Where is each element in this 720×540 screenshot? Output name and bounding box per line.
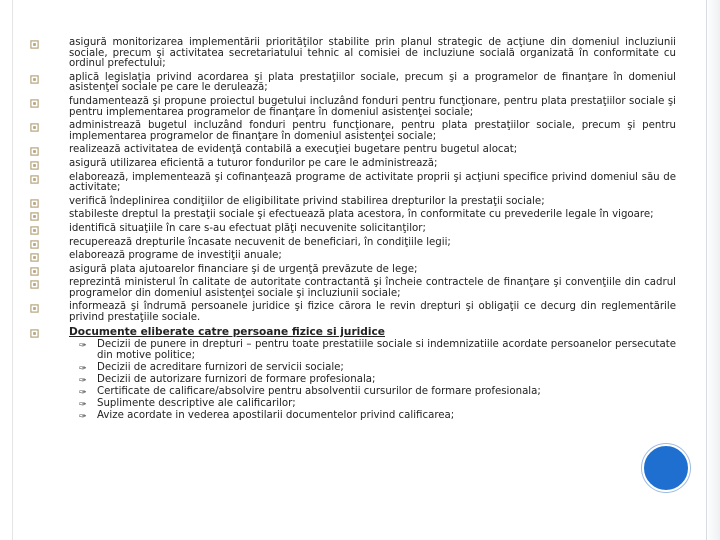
- list-item: [14, 224, 676, 235]
- list-item-text: aplică legislaţia privind acordarea şi plata prestaţiilor sociale, precum şi a programelor de finanţare în domeniul asistenţei sociale pe care le derulează;: [69, 71, 676, 94]
- document-item: [69, 399, 676, 410]
- slide-right-shade: [706, 0, 720, 540]
- list-item: [14, 265, 676, 276]
- document-item: [69, 375, 676, 386]
- ornamental-square-bullet-icon: [30, 280, 39, 289]
- ornamental-square-bullet-icon: [30, 304, 39, 313]
- list-item-text: asigură monitorizarea implementării priorităţilor stabilite prin planul strategic de acţiune din domeniul incluziunii sociale, precum şi activitatea secretariatului tehnic al comisiei de incluziune socială organizată în conformitate cu ordinul prefectului;: [69, 37, 676, 70]
- ornamental-square-bullet-icon: [30, 253, 39, 262]
- list-item: [14, 210, 676, 221]
- ornamental-square-bullet-icon: [30, 226, 39, 235]
- documents-section: [14, 327, 676, 422]
- document-item: [69, 340, 676, 361]
- list-item: [14, 97, 676, 118]
- list-item-text: reprezintă ministerul în calitate de autoritate contractantă şi încheie contractele de finanţare şi convenţiile din cadrul programelor din domeniul asistenţei sociale şi incluziunii sociale;: [69, 277, 676, 299]
- list-item-text: asigură plata ajutoarelor financiare şi de urgenţă prevăzute de lege;: [69, 263, 418, 275]
- ornamental-square-bullet-icon: [30, 329, 39, 338]
- list-item-text: stabileste dreptul la prestaţii sociale şi efectuează plata acestora, în conformitate cu prevederile legale în vigoare;: [69, 209, 654, 221]
- document-item: [69, 387, 676, 398]
- check-flag-bullet-icon: ✑: [79, 388, 87, 399]
- list-item-text: realizează activitatea de evidenţă contabilă a execuţiei bugetare pentru bugetul alocat;: [69, 144, 518, 156]
- list-item-text: recuperează drepturile încasate necuvenit de beneficiari, în condiţiile legii;: [69, 236, 451, 248]
- ornamental-square-bullet-icon: [30, 99, 39, 108]
- blue-circle-icon: [642, 444, 690, 492]
- list-item-text: identifică situaţiile în care s-au efectuat plăţi necuvenite solicitanţilor;: [69, 222, 426, 234]
- list-item: [14, 238, 676, 249]
- list-item-text: fundamentează şi propune proiectul bugetului incluzând fonduri pentru funcţionare, pentru plata prestaţiilor sociale şi pentru implementarea programelor de finanţare în domeniul asistenţei sociale;: [69, 95, 676, 118]
- document-item-text: Decizii de punere in drepturi – pentru toate prestatiile sociale si indemnizatiile acordate persoanelor persecutate din motive politice;: [97, 339, 676, 361]
- slide-right-border: [706, 0, 707, 540]
- document-item-text: Decizii de autorizare furnizori de formare profesionala;: [97, 374, 376, 386]
- check-flag-bullet-icon: ✑: [79, 376, 87, 387]
- ornamental-square-bullet-icon: [30, 175, 39, 184]
- documents-title: Documente eliberate catre persoane fizice si juridice: [69, 325, 385, 338]
- list-item-text: informează şi îndrumă persoanele juridice şi fizice cărora le revin drepturi şi obligaţii ce decurg din reglementările privind prestaţiile sociale.: [69, 301, 676, 324]
- list-item-text: asigură utilizarea eficientă a tuturor fondurilor pe care le administrează;: [69, 157, 438, 169]
- list-item: [14, 197, 676, 208]
- ornamental-square-bullet-icon: [30, 75, 39, 84]
- list-item-text: elaborează programe de investiţii anuale;: [69, 250, 282, 262]
- list-item: [14, 173, 676, 194]
- slide-left-border: [12, 0, 13, 540]
- document-item-text: Avize acordate in vederea apostilarii documentelor privind calificarea;: [97, 410, 455, 422]
- list-item: [14, 38, 676, 70]
- document-item-text: Decizii de acreditare furnizori de servicii sociale;: [97, 361, 344, 373]
- check-flag-bullet-icon: ✑: [79, 341, 87, 352]
- ornamental-square-bullet-icon: [30, 212, 39, 221]
- ornamental-square-bullet-icon: [30, 40, 39, 49]
- responsibilities-list: [14, 38, 676, 422]
- list-item: [14, 278, 676, 299]
- list-item-text: verifică îndeplinirea condiţiilor de eligibilitate privind stabilirea drepturilor la prestaţii sociale;: [69, 195, 545, 207]
- document-item-text: Certificate de calificare/absolvire pentru absolventii cursurilor de formare profesionala;: [97, 386, 541, 398]
- document-item: [69, 411, 676, 422]
- list-item: [14, 251, 676, 262]
- list-item: [14, 159, 676, 170]
- check-flag-bullet-icon: ✑: [79, 363, 87, 374]
- check-flag-bullet-icon: ✑: [79, 412, 87, 423]
- check-flag-bullet-icon: ✑: [79, 400, 87, 411]
- list-item: [14, 302, 676, 323]
- document-item: [69, 363, 676, 374]
- document-item-text: Suplimente descriptive ale calificarilor;: [97, 398, 296, 410]
- list-item: [14, 73, 676, 94]
- documents-list: [69, 340, 676, 422]
- ornamental-square-bullet-icon: [30, 267, 39, 276]
- list-item: [14, 145, 676, 156]
- list-item: [14, 121, 676, 142]
- ornamental-square-bullet-icon: [30, 147, 39, 156]
- ornamental-square-bullet-icon: [30, 161, 39, 170]
- ornamental-square-bullet-icon: [30, 240, 39, 249]
- slide-content: [14, 38, 676, 425]
- list-item-text: elaborează, implementează şi cofinanţează programe de activitate proprii şi acţiuni specifice privind domeniul său de activitate;: [69, 171, 676, 194]
- ornamental-square-bullet-icon: [30, 123, 39, 132]
- list-item-text: administrează bugetul incluzând fonduri pentru funcţionare, pentru plata prestaţiilor sociale, precum şi pentru implementarea programelor de finanţare în domeniul asistenţei sociale;: [69, 120, 676, 142]
- ornamental-square-bullet-icon: [30, 199, 39, 208]
